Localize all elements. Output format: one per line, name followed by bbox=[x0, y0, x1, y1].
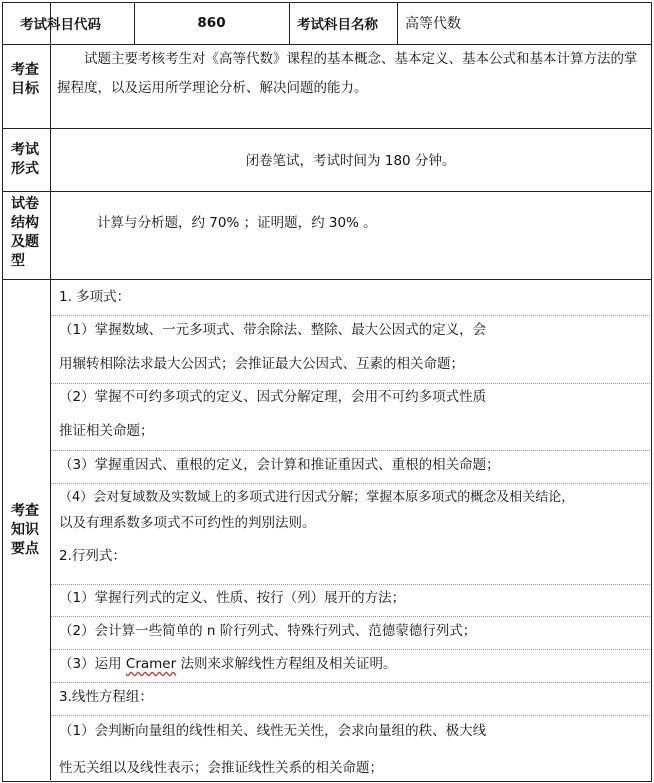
objective-text: 试题主要考核考生对《高等代数》课程的基本概念、基本定义、基本公式和基本计算方法的掌握程度，以及运用所学理论分析、解决问题的能力。 bbox=[57, 51, 638, 96]
cramer-word: Cramer bbox=[125, 656, 177, 672]
subject-code-label: 考试科目代码 bbox=[20, 17, 101, 33]
divider bbox=[289, 2, 290, 44]
divider bbox=[2, 279, 651, 280]
list-item: 1. 多项式： bbox=[59, 289, 131, 305]
divider bbox=[51, 682, 650, 683]
subject-code-value: 860 bbox=[197, 15, 226, 31]
structure-text: 计算与分析题，约 70% ；证明题，约 30% 。 bbox=[97, 215, 377, 231]
format-text: 闭卷笔试，考试时间为 180 分钟。 bbox=[245, 153, 456, 169]
divider bbox=[51, 715, 650, 716]
list-item: 3.线性方程组： bbox=[59, 689, 153, 705]
divider bbox=[51, 383, 650, 384]
divider bbox=[51, 450, 650, 451]
list-item: 2.行列式： bbox=[59, 548, 126, 564]
list-item: （3）掌握重因式、重根的定义，会计算和推证重因式、重根的相关命题； bbox=[59, 457, 500, 473]
divider bbox=[51, 616, 650, 617]
list-item: （1）掌握数域、一元多项式、带余除法、整除、最大公因式的定义，会 bbox=[59, 322, 487, 338]
knowledge-label: 考查 知识 要点 bbox=[11, 503, 39, 557]
list-item: 推证相关命题； bbox=[59, 423, 154, 439]
list-item: （4）会对复域数及实数域上的多项式进行因式分解；掌握本原多项式的概念及相关结论， bbox=[59, 490, 575, 505]
list-item: （2）掌握不可约多项式的定义、因式分解定理，会用不可约多项式性质 bbox=[59, 389, 487, 405]
divider bbox=[51, 483, 650, 484]
exam-syllabus-table bbox=[2, 2, 652, 781]
divider bbox=[51, 649, 650, 650]
structure-label: 试卷 结构 及题 型 bbox=[11, 196, 39, 269]
list-item: 以及有理系数多项式不可约性的判别法则。 bbox=[59, 515, 316, 531]
list-item: （1）掌握行列式的定义、性质、按行（列）展开的方法； bbox=[59, 590, 406, 606]
list-item: 性无关组以及线性表示；会推证线性关系的相关命题； bbox=[59, 760, 383, 776]
divider bbox=[51, 584, 650, 585]
format-label: 考试 形式 bbox=[11, 142, 39, 177]
list-item: （3）运用 Cramer 法则来求解线性方程组及相关证明。 bbox=[59, 656, 397, 672]
objective-label: 考查 目标 bbox=[11, 62, 39, 97]
list-item: 用辗转相除法求最大公因式；会推证最大公因式、互素的相关命题； bbox=[59, 356, 464, 372]
subject-name-value: 高等代数 bbox=[405, 16, 461, 32]
divider bbox=[51, 315, 650, 316]
list-item: （1）会判断向量组的线性相关、线性无关性，会求向量组的秩、极大线 bbox=[59, 723, 487, 739]
list-item: （2）会计算一些简单的 n 阶行列式、特殊行列式、范德蒙德行列式； bbox=[59, 623, 477, 639]
divider bbox=[50, 2, 51, 780]
divider bbox=[2, 191, 651, 192]
subject-name-label: 考试科目名称 bbox=[297, 17, 378, 33]
divider bbox=[397, 2, 398, 44]
